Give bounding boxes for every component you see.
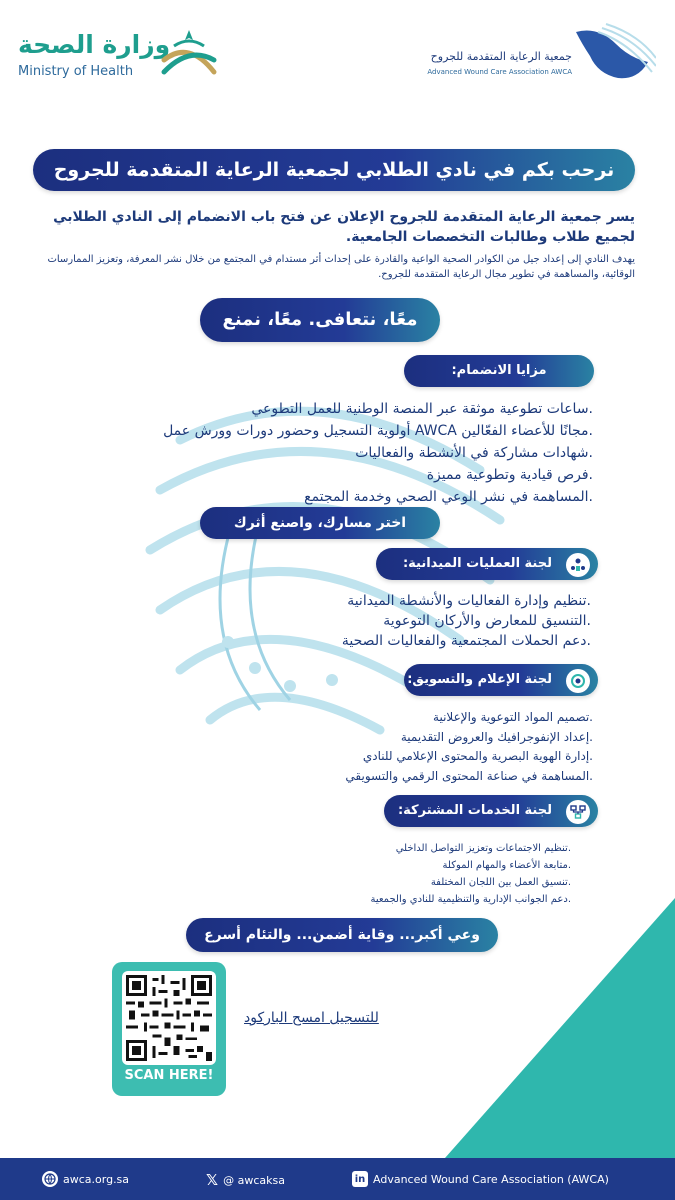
globe-icon: [42, 1171, 58, 1187]
list-item: .مجانًا للأعضاء الفعّالين AWCA أولوية التسجيل وحضور دورات وورش عمل: [163, 423, 593, 439]
field-ops-title: لجنة العمليات الميدانية:: [402, 556, 552, 571]
field-ops-heading: [376, 548, 598, 580]
list-item: .إدارة الهوية البصرية والمحتوى الإعلامي للنادي: [362, 749, 593, 763]
scan-here-label: SCAN HERE!: [124, 1068, 214, 1083]
ministry-of-health-logo: [14, 26, 214, 86]
list-item: .دعم الجوانب الإدارية والتنظيمية للنادي والجمعية: [370, 894, 571, 905]
list-item: .تنظيم الاجتماعات وتعزيز التواصل الداخلي: [395, 843, 571, 854]
list-item: .المساهمة في صناعة المحتوى الرقمي والتسويقي: [345, 768, 593, 783]
list-item: .ساعات تطوعية موثقة عبر المنصة الوطنية للعمل التطوعي: [251, 401, 593, 417]
list-item: .التنسيق للمعارض والأركان التوعوية: [383, 613, 591, 629]
intro-goal: يهدف النادي إلى إعداد جيل من الكوادر الصحية الواعية والقادرة على إحداث أثر مستدام في المجتمع من خلال نشر المعرفة، وتعزيز الممارسات الوقائية، والمساهمة في تطوير مجال الرعاية المتقدمة للجروح.: [47, 254, 635, 280]
megaphone-icon: [566, 669, 590, 693]
motto-banner: معًا، نتعافى. معًا، نمنع: [200, 298, 440, 342]
intro-announcement: يسر جمعية الرعاية المتقدمة للجروح الإعلان عن فتح باب الانضمام إلى النادي الطلابي لجميع طلاب وطالبات التخصصات الجامعية.: [53, 209, 635, 245]
list-item: .تصميم المواد التوعوية والإعلانية: [433, 710, 593, 724]
footer-linkedin-label: Advanced Wound Care Association (AWCA): [373, 1172, 609, 1186]
awca-logo: [420, 22, 660, 92]
moh-arabic-name: وزارة الصحة: [18, 30, 171, 59]
register-link[interactable]: للتسجيل امسح الباركود: [244, 1010, 379, 1026]
awca-english-name: Advanced Wound Care Association AWCA: [427, 68, 572, 76]
list-item: .شهادات مشاركة في الأنشطة والفعاليات: [355, 445, 593, 461]
list-item: .متابعة الأعضاء والمهام الموكلة: [442, 860, 571, 871]
awca-arabic-name: جمعية الرعاية المتقدمة للجروح: [430, 50, 572, 63]
list-item: .تنظيم وإدارة الفعاليات والأنشطة الميدانية: [347, 593, 591, 609]
footer-x-account[interactable]: [206, 1171, 285, 1189]
shared-services-title: لجنة الخدمات المشتركة:: [397, 803, 552, 818]
choose-path-banner: اختر مسارك، واصنع أثرك: [200, 507, 440, 539]
footer-website[interactable]: [42, 1171, 129, 1187]
media-list: [345, 708, 593, 786]
list-item: .تنسيق العمل بين اللجان المختلفة: [430, 877, 571, 888]
qr-code-icon: [126, 975, 212, 1061]
list-item: .إعداد الإنفوجرافيك والعروض التقديمية: [400, 729, 593, 744]
benefits-heading: مزايا الانضمام:: [404, 355, 594, 387]
footer-linkedin[interactable]: [352, 1171, 609, 1187]
team-icon: [566, 553, 590, 577]
shared-services-heading: [384, 795, 598, 827]
shared-services-list: [370, 840, 571, 908]
awca-map-icon: [568, 22, 656, 92]
list-item: .فرص قيادية وتطوعية مميزة: [426, 467, 593, 483]
field-ops-list: [342, 591, 591, 651]
moh-emblem-icon: [154, 26, 224, 81]
linkedin-icon: in: [352, 1171, 368, 1187]
list-item: .دعم الحملات المجتمعية والفعاليات الصحية: [341, 633, 591, 649]
footer: [0, 1158, 675, 1200]
network-icon: [566, 800, 590, 824]
moh-english-name: Ministry of Health: [18, 64, 134, 79]
footer-x-label: @ awcaksa: [223, 1173, 285, 1187]
media-heading: [404, 664, 598, 696]
footer-website-label: awca.org.sa: [63, 1172, 130, 1186]
qr-code[interactable]: [122, 971, 216, 1065]
x-icon: 𝕏: [206, 1171, 219, 1189]
slogan-banner: وعي أكبر... وقاية أضمن... والتئام أسرع: [186, 918, 498, 952]
media-title: لجنة الإعلام والتسويق:: [407, 672, 552, 687]
qr-code-card[interactable]: [112, 962, 226, 1096]
benefits-list: [163, 398, 593, 508]
page-title: نرحب بكم في نادي الطلابي لجمعية الرعاية المتقدمة للجروح: [33, 149, 635, 191]
list-item: .المساهمة في نشر الوعي الصحي وخدمة المجتمع: [304, 489, 593, 505]
